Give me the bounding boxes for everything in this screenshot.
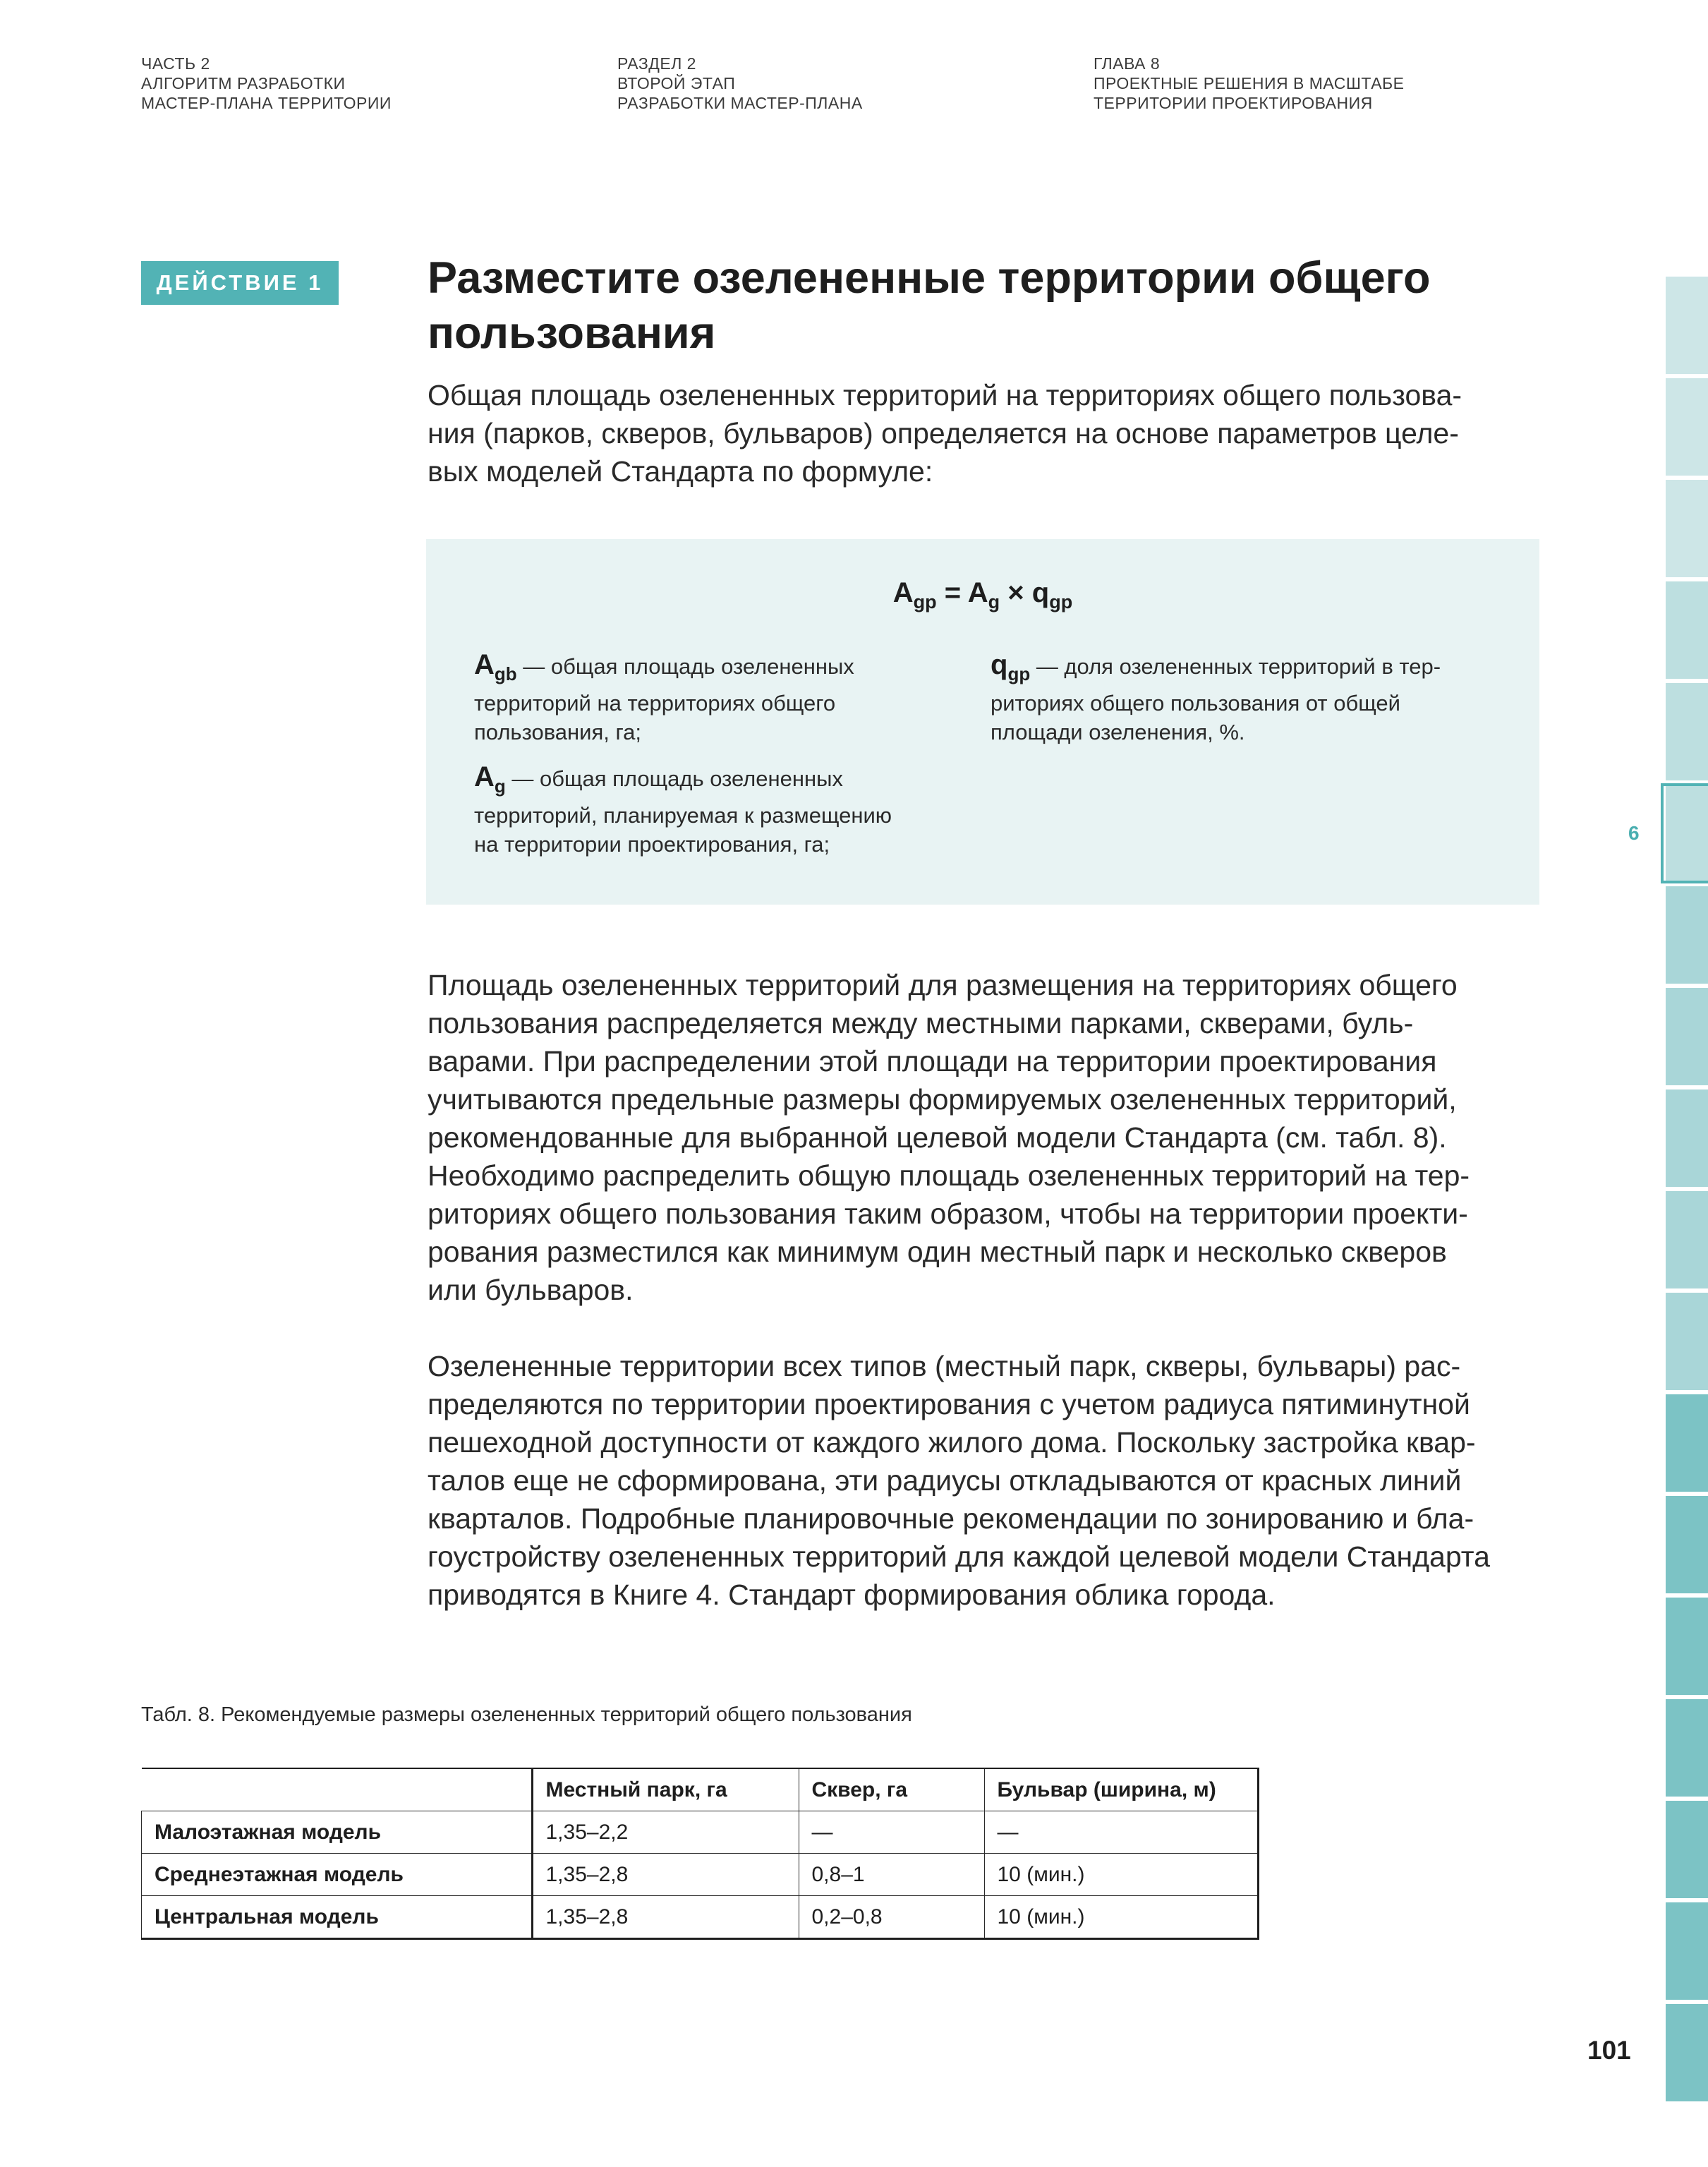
table-cell: 1,35–2,8 — [532, 1896, 799, 1939]
text-line: вых моделей Стандарта по формуле: — [428, 455, 933, 488]
chapter-tab[interactable] — [1666, 1496, 1708, 1593]
chapter-tab[interactable] — [1666, 1191, 1708, 1288]
table-cell: — — [799, 1811, 984, 1854]
table-row — [142, 1896, 1259, 1939]
definition-agb: $A_{gb}$ — общая площадь озелененных территорий на территориях общего пользования, га; — [474, 649, 854, 744]
title-line: пользования — [428, 308, 716, 358]
table-cell: 1,35–2,2 — [532, 1811, 799, 1854]
header-line: РАЗДЕЛ 2 — [617, 54, 696, 73]
chapter-tab[interactable] — [1666, 1089, 1708, 1187]
text-line: риториях общего пользования таким образом, чтобы на территории проекти- — [428, 1197, 1468, 1230]
table-cell: 0,2–0,8 — [799, 1896, 984, 1939]
chapter-tab[interactable] — [1666, 1293, 1708, 1390]
chapter-tab[interactable] — [1666, 378, 1708, 476]
header-part — [141, 54, 392, 113]
definition-ag: $A_g$ — общая площадь озелененных территорий, планируемая к размещению на территории проектирования, га; — [474, 761, 892, 857]
chapter-tab[interactable] — [1666, 1598, 1708, 1695]
header-line: РАЗРАБОТКИ МАСТЕР-ПЛАНА — [617, 94, 863, 112]
chapter-tab[interactable] — [1666, 988, 1708, 1085]
chapter-tab[interactable] — [1666, 1394, 1708, 1492]
text-line: пешеходной доступности от каждого жилого дома. Поскольку застройка квар- — [428, 1426, 1476, 1459]
page-number: 101 — [1587, 2036, 1631, 2065]
table-cell: 10 (мин.) — [984, 1854, 1258, 1896]
text-line: или бульваров. — [428, 1274, 634, 1306]
table-cell: 0,8–1 — [799, 1854, 984, 1896]
definition-qgp: $q_{gp}$ — доля озелененных территорий в тер- риториях общего пользования от общей площади озеленения, %. — [991, 649, 1441, 744]
text-line: ния (парков, скверов, бульваров) определяется на основе параметров целе- — [428, 417, 1459, 449]
table-row — [142, 1854, 1259, 1896]
row-label: Малоэтажная модель — [142, 1811, 533, 1854]
table-header: Бульвар (ширина, м) — [984, 1768, 1258, 1811]
intro-paragraph — [428, 376, 1542, 490]
header-line: ЧАСТЬ 2 — [141, 54, 210, 73]
text-line: варами. При распределении этой площади на территории проектирования — [428, 1045, 1437, 1078]
header-line: ТЕРРИТОРИИ ПРОЕКТИРОВАНИЯ — [1094, 94, 1373, 112]
table-header: Местный парк, га — [532, 1768, 799, 1811]
table-corner — [142, 1768, 533, 1811]
chapter-tab[interactable] — [1666, 2004, 1708, 2101]
row-label: Центральная модель — [142, 1896, 533, 1939]
table-header-row — [142, 1768, 1259, 1811]
header-chapter — [1094, 54, 1404, 113]
header-line: ВТОРОЙ ЭТАП — [617, 74, 736, 92]
text-line: рования разместился как минимум один местный парк и несколько скверов — [428, 1236, 1447, 1268]
chapter-tab[interactable] — [1666, 683, 1708, 780]
header-line: ГЛАВА 8 — [1094, 54, 1161, 73]
chapter-tab[interactable] — [1666, 581, 1708, 679]
chapter-tab[interactable] — [1666, 1699, 1708, 1797]
text-line: учитываются предельные размеры формируемых озелененных территорий, — [428, 1083, 1457, 1116]
chapter-tab[interactable] — [1666, 277, 1708, 374]
text-line: кварталов. Подробные планировочные рекомендации по зонированию и бла- — [428, 1502, 1474, 1535]
text-line: Площадь озелененных территорий для размещения на территориях общего — [428, 969, 1458, 1001]
formula: $A_{gp} = A_g \times q_{gp}$ — [892, 577, 1073, 612]
chapter-tab[interactable] — [1666, 480, 1708, 577]
text-line: талов еще не сформирована, эти радиусы откладываются от красных линий — [428, 1464, 1462, 1497]
table-row — [142, 1811, 1259, 1854]
body-paragraph-2 — [428, 1347, 1542, 1614]
text-line: Озелененные территории всех типов (местный парк, скверы, бульвары) рас- — [428, 1350, 1461, 1382]
table-cell: — — [984, 1811, 1258, 1854]
body-paragraph-1 — [428, 966, 1542, 1309]
header-section — [617, 54, 863, 113]
text-line: пределяются по территории проектирования с учетом радиуса пятиминутной — [428, 1388, 1470, 1420]
green-areas-table — [141, 1768, 1259, 1940]
text-line: Необходимо распределить общую площадь озелененных территорий на тер- — [428, 1159, 1470, 1192]
text-line: рекомендованные для выбранной целевой модели Стандарта (см. табл. 8). — [428, 1121, 1447, 1154]
row-label: Среднеэтажная модель — [142, 1854, 533, 1896]
table-cell: 1,35–2,8 — [532, 1854, 799, 1896]
section-title — [428, 250, 1528, 361]
header-line: МАСТЕР-ПЛАНА ТЕРРИТОРИИ — [141, 94, 392, 112]
table-cell: 10 (мин.) — [984, 1896, 1258, 1939]
title-line: Разместите озелененные территории общего — [428, 253, 1431, 303]
text-line: пользования распределяется между местными парками, скверами, буль- — [428, 1007, 1414, 1039]
action-badge: ДЕЙСТВИЕ 1 — [141, 261, 339, 305]
text-line: Общая площадь озелененных территорий на территориях общего пользова- — [428, 379, 1462, 411]
table-caption: Табл. 8. Рекомендуемые размеры озелененных территорий общего пользования — [141, 1703, 912, 1726]
chapter-tab[interactable] — [1666, 1801, 1708, 1898]
text-line: гоустройству озелененных территорий для каждой целевой модели Стандарта — [428, 1540, 1490, 1573]
active-chapter-number: 6 — [1628, 822, 1640, 844]
text-line: приводятся в Книге 4. Стандарт формирования облика города. — [428, 1579, 1276, 1611]
active-chapter-tab[interactable] — [1661, 783, 1708, 883]
header-line: АЛГОРИТМ РАЗРАБОТКИ — [141, 74, 346, 92]
chapter-tab[interactable] — [1666, 886, 1708, 984]
header-line: ПРОЕКТНЫЕ РЕШЕНИЯ В МАСШТАБЕ — [1094, 74, 1405, 92]
chapter-tab[interactable] — [1666, 1902, 1708, 2000]
table-header: Сквер, га — [799, 1768, 984, 1811]
